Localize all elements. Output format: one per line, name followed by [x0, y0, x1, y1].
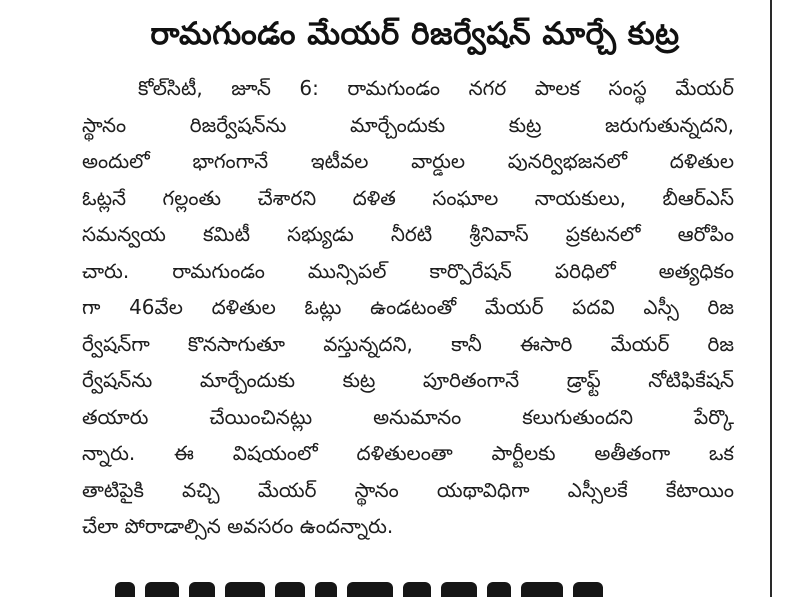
article-line: తాటిపైకి వచ్చి మేయర్ స్థానం యథావిధిగా ఎస్సీలకే కేటాయిం: [82, 477, 734, 502]
article-line: అందులో భాగంగానే ఇటీవల వార్డుల పునర్విభజనలో దళితుల: [82, 149, 734, 173]
article-line: ర్వేషన్‌ను మార్చేందుకు కుట్ర పూరితంగానే డ్రాఫ్ట్ నోటిఫికేషన్: [82, 368, 734, 392]
article-line: న్నారు. ఈ విషయంలో దళితులంతా పార్టీలకు అతీతంగా ఒక: [82, 441, 734, 465]
article-line: చారు. రామగుండం మున్సిపల్ కార్పొరేషన్ పరిధిలో అత్యధికం: [82, 258, 734, 283]
article-line: గా 46వేల దళితుల ఓట్లు ఉండటంతో మేయర్ పదవి ఎస్సీ రిజ: [82, 295, 734, 319]
article-body: [82, 70, 734, 545]
article-line: కోల్‌సిటీ, జూన్ 6: రామగుండం నగర పాలక సంస్థ మేయర్: [138, 76, 734, 100]
article-line: ఓట్లనే గల్లంతు చేశారని దళిత సంఘాల నాయకులు, బీఆర్ఎస్: [82, 185, 734, 210]
next-headline-cutoff: [115, 578, 675, 597]
article-line: తయారు చేయించినట్లు అనుమానం కలుగుతుందని పేర్కొ: [82, 404, 734, 429]
article-line: స్థానం రిజర్వేషన్‌ను మార్చేందుకు కుట్ర జరుగుతున్నదని,: [82, 112, 734, 137]
article-line: సమన్వయ కమిటీ సభ్యుడు నీరటి శ్రీనివాస్ ప్రకటనలో ఆరోపిం: [82, 222, 734, 246]
column-divider: [770, 0, 772, 597]
article-line: చేలా పోరాడాల్సిన అవసరం ఉందన్నారు.: [82, 514, 394, 538]
article-line: ర్వేషన్‌గా కొనసాగుతూ వస్తున్నదని, కానీ ఈసారి మేయర్ రిజ: [82, 331, 734, 356]
article-headline: రామగుండం మేయర్ రిజర్వేషన్ మార్చే కుట్ర: [150, 16, 680, 52]
